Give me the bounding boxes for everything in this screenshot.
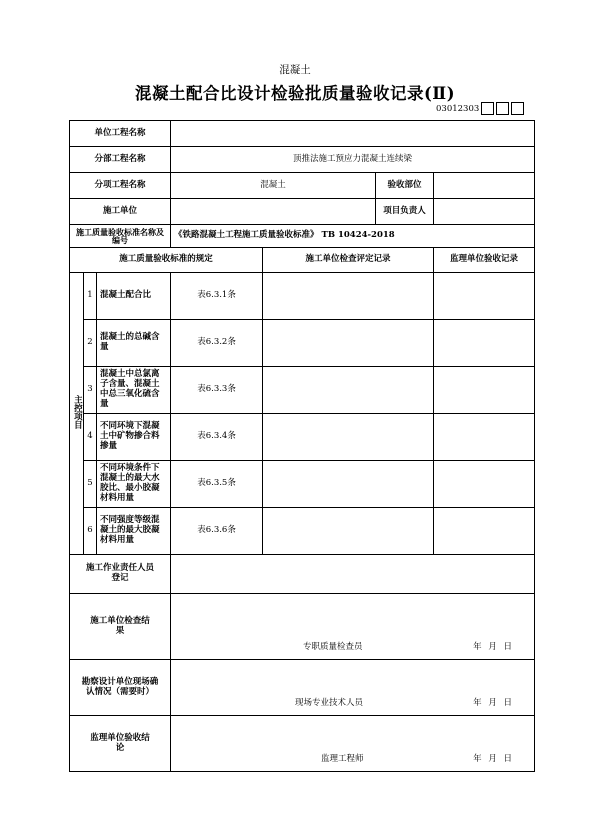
row-supervision-conclusion bbox=[70, 716, 535, 772]
date-label: 年 月 日 bbox=[473, 642, 515, 653]
site-tech-label: 现场专业技术人员 bbox=[295, 698, 364, 709]
row-standard bbox=[70, 225, 535, 248]
item-check-record[interactable] bbox=[263, 320, 434, 367]
project-manager-value[interactable] bbox=[434, 199, 535, 225]
date-label: 年 月 日 bbox=[473, 754, 515, 765]
project-manager-label: 项目负责人 bbox=[376, 199, 434, 225]
item-check-record[interactable] bbox=[263, 273, 434, 320]
main-items-label bbox=[70, 273, 84, 555]
row-column-headers bbox=[70, 248, 535, 273]
table-row bbox=[70, 508, 535, 555]
item-supervision-record[interactable] bbox=[434, 320, 535, 367]
code-box-3[interactable] bbox=[511, 102, 524, 115]
row-construction-unit bbox=[70, 199, 535, 225]
worker-registration-label: 施工作业责任人员登记 bbox=[70, 555, 171, 594]
form-code bbox=[436, 102, 524, 115]
item-text: 混凝土配合比 bbox=[97, 273, 171, 320]
item-text: 不同强度等级混凝土的最大胶凝材料用量 bbox=[97, 508, 171, 555]
item-ref: 表6.3.6条 bbox=[171, 508, 263, 555]
row-sub-project bbox=[70, 147, 535, 173]
item-supervision-record[interactable] bbox=[434, 461, 535, 508]
item-text: 混凝土的总碱含量 bbox=[97, 320, 171, 367]
table-row bbox=[70, 414, 535, 461]
construction-result-signature[interactable] bbox=[171, 594, 535, 660]
table-row bbox=[70, 461, 535, 508]
construction-result-label: 施工单位检查结果 bbox=[70, 594, 171, 660]
design-confirm-label: 勘察设计单位现场确认情况（需要时） bbox=[70, 660, 171, 716]
row-unit-project bbox=[70, 121, 535, 147]
unit-project-label: 单位工程名称 bbox=[70, 121, 171, 147]
supervision-conclusion-label: 监理单位验收结论 bbox=[70, 716, 171, 772]
item-supervision-record[interactable] bbox=[434, 414, 535, 461]
supervisor-label: 监理工程师 bbox=[321, 754, 364, 765]
item-ref: 表6.3.5条 bbox=[171, 461, 263, 508]
sub-project-value[interactable]: 顶推法施工预应力混凝土连续梁 bbox=[171, 147, 535, 173]
item-no: 5 bbox=[84, 461, 97, 508]
row-design-confirm bbox=[70, 660, 535, 716]
item-supervision-record[interactable] bbox=[434, 367, 535, 414]
row-construction-result bbox=[70, 594, 535, 660]
standard-label: 施工质量验收标准名称及编号 bbox=[70, 225, 171, 248]
item-no: 3 bbox=[84, 367, 97, 414]
item-text: 不同环境下混凝土中矿物掺合料掺量 bbox=[97, 414, 171, 461]
item-no: 6 bbox=[84, 508, 97, 555]
table-row bbox=[70, 367, 535, 414]
item-check-record[interactable] bbox=[263, 508, 434, 555]
item-no: 1 bbox=[84, 273, 97, 320]
item-project-label: 分项工程名称 bbox=[70, 173, 171, 199]
design-confirm-signature[interactable] bbox=[171, 660, 535, 716]
item-ref: 表6.3.4条 bbox=[171, 414, 263, 461]
date-label: 年 月 日 bbox=[473, 698, 515, 709]
main-items-text: 主控项目 bbox=[72, 394, 83, 429]
acceptance-part-value[interactable] bbox=[434, 173, 535, 199]
unit-project-value[interactable] bbox=[171, 121, 535, 147]
item-no: 2 bbox=[84, 320, 97, 367]
worker-registration-value[interactable] bbox=[171, 555, 535, 594]
document-category: 混凝土 bbox=[279, 64, 311, 76]
document-title: 混凝土配合比设计检验批质量验收记录(Ⅱ) bbox=[134, 84, 456, 103]
qc-inspector-label: 专职质量检查员 bbox=[303, 642, 363, 653]
item-supervision-record[interactable] bbox=[434, 508, 535, 555]
row-worker-registration bbox=[70, 555, 535, 594]
col-check-header: 施工单位检查评定记录 bbox=[263, 248, 434, 273]
item-check-record[interactable] bbox=[263, 367, 434, 414]
code-box-1[interactable] bbox=[481, 102, 494, 115]
item-check-record[interactable] bbox=[263, 461, 434, 508]
item-check-record[interactable] bbox=[263, 414, 434, 461]
table-row bbox=[70, 273, 535, 320]
row-item-project bbox=[70, 173, 535, 199]
col-standard-header: 施工质量验收标准的规定 bbox=[70, 248, 263, 273]
item-ref: 表6.3.2条 bbox=[171, 320, 263, 367]
item-ref: 表6.3.1条 bbox=[171, 273, 263, 320]
acceptance-form-table bbox=[69, 120, 535, 772]
supervision-conclusion-signature[interactable] bbox=[171, 716, 535, 772]
item-no: 4 bbox=[84, 414, 97, 461]
item-project-value[interactable]: 混凝土 bbox=[171, 173, 376, 199]
acceptance-part-label: 验收部位 bbox=[376, 173, 434, 199]
table-row bbox=[70, 320, 535, 367]
construction-unit-value[interactable] bbox=[171, 199, 376, 225]
item-supervision-record[interactable] bbox=[434, 273, 535, 320]
standard-value[interactable]: 《铁路混凝土工程施工质量验收标准》 TB 10424-2018 bbox=[171, 225, 535, 248]
item-text: 混凝土中总氯离子含量、混凝土中总三氧化硫含量 bbox=[97, 367, 171, 414]
col-supervision-header: 监理单位验收记录 bbox=[434, 248, 535, 273]
code-box-2[interactable] bbox=[496, 102, 509, 115]
item-ref: 表6.3.3条 bbox=[171, 367, 263, 414]
item-text: 不同环境条件下混凝土的最大水胶比、最小胶凝材料用量 bbox=[97, 461, 171, 508]
construction-unit-label: 施工单位 bbox=[70, 199, 171, 225]
form-code-number: 03012303 bbox=[436, 103, 480, 114]
sub-project-label: 分部工程名称 bbox=[70, 147, 171, 173]
